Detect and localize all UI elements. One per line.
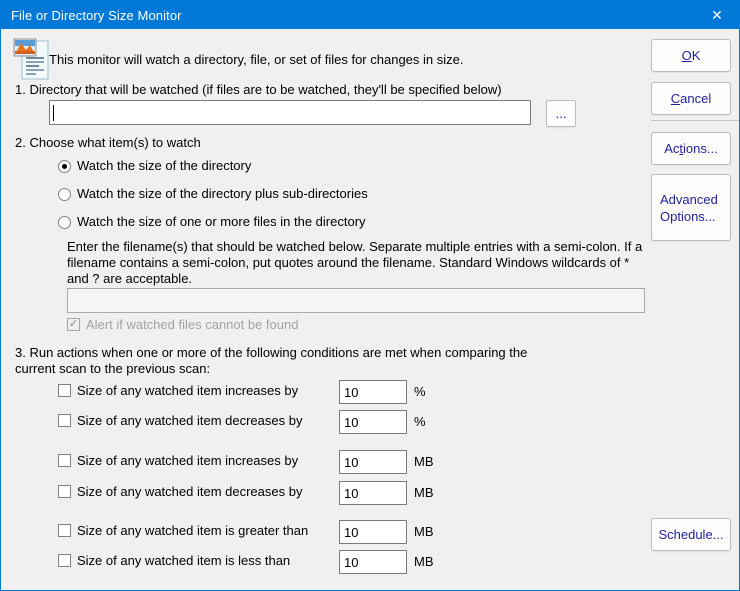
less-than-checkbox[interactable] bbox=[58, 554, 71, 567]
less-than-input[interactable] bbox=[339, 550, 407, 574]
directory-input[interactable] bbox=[49, 100, 531, 125]
decrease-mb-checkbox[interactable] bbox=[58, 485, 71, 498]
cancel-mnemonic: C bbox=[670, 91, 681, 106]
close-icon[interactable]: ✕ bbox=[711, 6, 723, 23]
greater-than-unit: MB bbox=[414, 524, 434, 539]
schedule-label: Schedule... bbox=[658, 527, 724, 542]
less-than-unit: MB bbox=[414, 554, 434, 569]
title-bar[interactable] bbox=[1, 1, 739, 29]
increase-pct-checkbox[interactable] bbox=[58, 384, 71, 397]
actions-pre: Ac bbox=[664, 141, 680, 156]
increase-mb-label[interactable]: Size of any watched item increases by bbox=[77, 453, 299, 468]
decrease-pct-checkbox[interactable] bbox=[58, 414, 71, 427]
radio-watch-directory-subdirs-label[interactable]: Watch the size of the directory plus sub-directories bbox=[77, 186, 368, 201]
radio-watch-directory-subdirs[interactable] bbox=[58, 188, 71, 201]
decrease-mb-label[interactable]: Size of any watched item decreases by bbox=[77, 484, 303, 499]
button-divider bbox=[651, 120, 739, 121]
greater-than-checkbox[interactable] bbox=[58, 524, 71, 537]
advanced-options-button[interactable] bbox=[651, 174, 731, 241]
ok-mnemonic: O bbox=[681, 48, 692, 63]
monitor-icon bbox=[13, 38, 51, 82]
actions-rest: ions... bbox=[683, 141, 718, 156]
actions-button[interactable] bbox=[651, 132, 731, 165]
decrease-pct-label[interactable]: Size of any watched item decreases by bbox=[77, 413, 303, 428]
increase-mb-unit: MB bbox=[414, 454, 434, 469]
window-title: File or Directory Size Monitor bbox=[11, 7, 182, 23]
radio-watch-directory-label[interactable]: Watch the size of the directory bbox=[77, 158, 252, 173]
text-cursor bbox=[53, 105, 54, 121]
decrease-pct-input[interactable] bbox=[339, 410, 407, 434]
increase-pct-unit: % bbox=[414, 384, 426, 399]
section3-label-line1: 3. Run actions when one or more of the following conditions are met when comparing the bbox=[15, 345, 528, 360]
schedule-button[interactable] bbox=[651, 518, 731, 551]
section2-label: 2. Choose what item(s) to watch bbox=[15, 135, 201, 150]
radio-watch-files-label[interactable]: Watch the size of one or more files in the directory bbox=[77, 214, 366, 229]
cancel-rest: ancel bbox=[680, 91, 712, 106]
less-than-label[interactable]: Size of any watched item is less than bbox=[77, 553, 291, 568]
section1-label: 1. Directory that will be watched (if files are to be watched, they'll be specified below) bbox=[15, 82, 502, 97]
increase-pct-input[interactable] bbox=[339, 380, 407, 404]
increase-mb-checkbox[interactable] bbox=[58, 454, 71, 467]
intro-text: This monitor will watch a directory, file, or set of files for changes in size. bbox=[49, 52, 464, 67]
filename-input[interactable] bbox=[67, 288, 645, 313]
increase-mb-input[interactable] bbox=[339, 450, 407, 474]
actions-mnemonic: t bbox=[679, 141, 684, 156]
advanced-options-label: Advanced Options... bbox=[660, 191, 718, 224]
alert-missing-files-checkbox[interactable]: ✓ bbox=[68, 318, 79, 330]
section3-label-line2: current scan to the previous scan: bbox=[15, 361, 211, 376]
ok-rest: K bbox=[691, 48, 701, 63]
ok-button[interactable] bbox=[651, 39, 731, 72]
cancel-button[interactable] bbox=[651, 82, 731, 115]
radio-watch-directory[interactable] bbox=[58, 160, 71, 173]
decrease-pct-unit: % bbox=[414, 414, 426, 429]
increase-pct-label[interactable]: Size of any watched item increases by bbox=[77, 383, 299, 398]
radio-watch-files[interactable] bbox=[58, 216, 71, 229]
alert-missing-files-label: Alert if watched files cannot be found bbox=[86, 317, 299, 332]
greater-than-input[interactable] bbox=[339, 520, 407, 544]
filename-help-text: Enter the filename(s) that should be watched below. Separate multiple entries with a semi-colon. If a filename contains a semi-colon, put quotes around the filename. Standard Windows wildcards of * and ? are acceptable. bbox=[67, 239, 643, 286]
decrease-mb-input[interactable] bbox=[339, 481, 407, 505]
decrease-mb-unit: MB bbox=[414, 485, 434, 500]
browse-button[interactable]: ... bbox=[546, 100, 576, 127]
greater-than-label[interactable]: Size of any watched item is greater than bbox=[77, 523, 309, 538]
